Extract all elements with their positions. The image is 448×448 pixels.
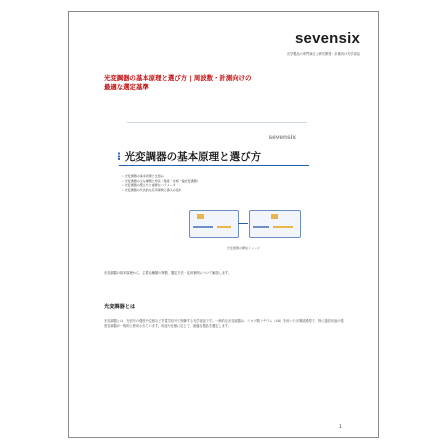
waveguide-bar [193,226,213,228]
slide-bullet: • 光変調器の選び方と重要なパラメータ [122,183,200,188]
detector-icon [271,214,278,219]
slide-title-rule [119,165,309,166]
document-title [104,74,344,92]
intro-text: 光変調器の基本原理から、主要な種類の特徴、選定方法・応用事例について解説します。 [104,271,232,275]
slide-top-rule [127,122,307,123]
document-title-line2: 最適な選定基準 [104,83,149,91]
brand-tagline: 光学製品の専門商社 | 研究開発・計測向け光学部品 [286,52,360,56]
modulator-diagram [189,210,301,244]
slide-bullet-list [122,174,200,192]
signal-bar [217,226,231,228]
diagram-caption: 光変調器の構成イメージ [227,246,260,250]
slide-bullet: • 光変調器の基本原理と仕組み [122,174,200,179]
document-page [68,11,379,438]
waveguide-bar [253,226,269,228]
document-title-line1: 光変調器の基本原理と選び方 | 周波数・計測向けの [104,74,252,82]
slide-bullet: • 光変調器の主な種類と特長（強度・位相・偏光変調器） [122,179,200,184]
signal-bar [273,226,293,228]
arrow-connector [238,223,248,224]
cover-slide-image [109,122,324,250]
section-paragraph: 光変調器とは、光信号の強度や位相などを電気信号で制御する光学部品です。一般的な光変調器は、ニオブ酸リチウム（LN）を用いた光導波路型で、特に通信用途の強度変調器が一般的に使用されています。用途や仕様に応じて、最適な製品を選定します。 [104,319,344,328]
slide-title-text: 光変調器の基本原理と選び方 [124,151,262,163]
brand-logo: sevensix [295,30,360,47]
slide-brand-logo: sevensix [268,134,296,141]
slide-title-marker-icon: ⁝ [117,151,121,163]
section-heading: 光変調器とは [104,304,136,310]
slide-title [117,149,261,164]
slide-bullet: • 光変調器の代表的な応用事例と導入の流れ [122,188,200,193]
page-number: 1 [339,425,342,430]
light-source-icon [197,214,204,219]
